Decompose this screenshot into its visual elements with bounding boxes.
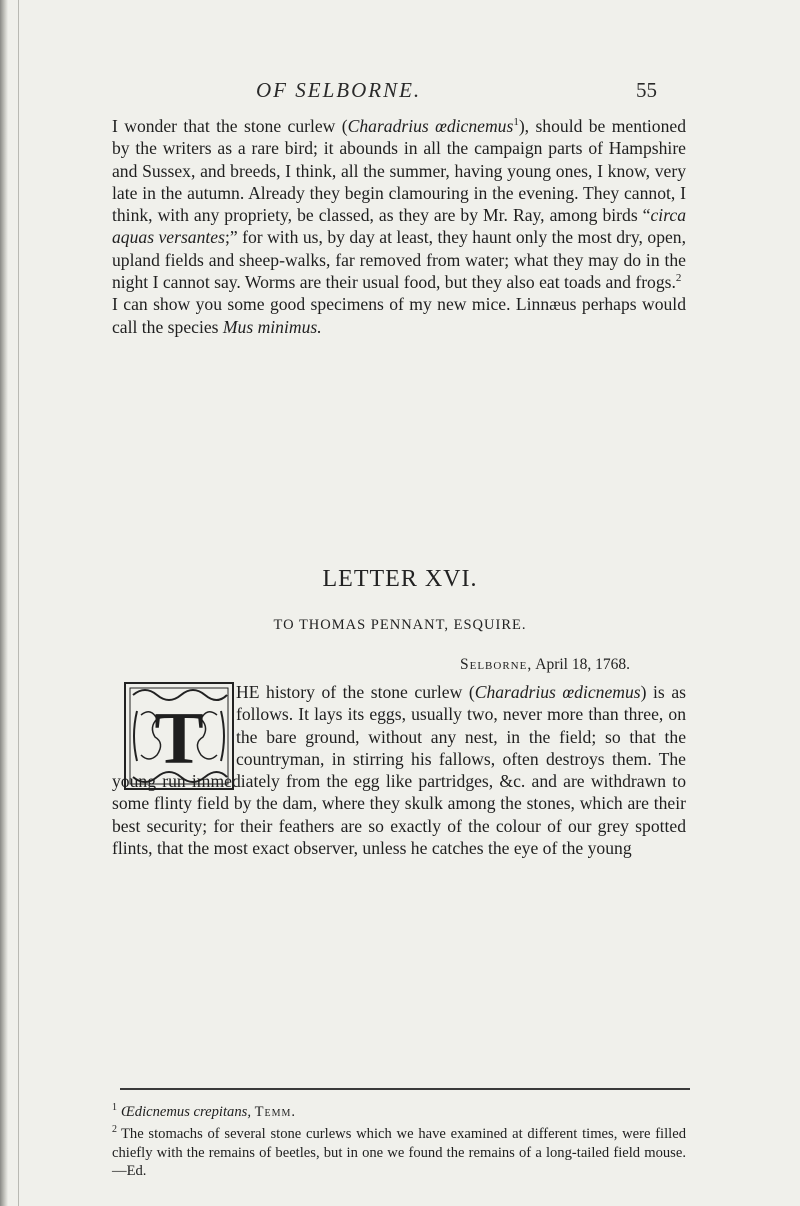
letter-addressee: TO THOMAS PENNANT, ESQUIRE. [273,617,527,633]
binding-line [18,0,19,1206]
letter-dateline: Selborne, April 18, 1768. [460,656,630,673]
footnotes [112,1099,686,1181]
body-text-letter [112,681,686,859]
paragraph-curlew-history: HE history of the stone curlew (Charadrius œdicnemus) is as follows. It lays its eggs, usually two, never more than three, on the bare ground, without any nest, in the field; so that the countryman, in stirring his fallows, often destroys them. The young run immediately from the egg like partridges, &c. and are withdrawn to some flinty field by the dam, where they skulk among the stones, which are their best security; for their feathers are so exactly of the colour of our grey spotted flints, that the most exact observer, unless he catches the eye of the young [112,682,687,859]
paragraph-mice: I can show you some good specimens of my new mice. Linnæus perhaps would call the species Mus minimus. [112,294,686,337]
footnote-1: $^1$ Œdicnemus crepitans, Temm. [112,1102,297,1120]
running-head [0,78,800,108]
paragraph-curlew-intro: I wonder that the stone curlew (Charadrius œdicnemus$^1$), should be mentioned by the writers as a rare bird; it abounds in all the campaign parts of Hampshire and Sussex, and breeds, I think, all the summer, having young ones, I know, very late in the autumn. Already they begin clamouring in the evening. They cannot, I think, with any propriety, be classed, as they are by Mr. Ray, among birds “circa aquas versantes;” for with us, by day at least, they haunt only the most dry, open, upland fields and sheep-walks, far removed from water; what they may do in the night I cannot say. Worms are their usual food, but they also eat toads and frogs.$^2$ [112,116,687,293]
binding-edge [0,0,8,1206]
initial-letter: T [154,698,204,780]
body-text-top [112,115,686,338]
letter-heading: LETTER XVI. [322,566,478,592]
footnote-ref-2: 2 [675,272,682,285]
running-title: OF SELBORNE. [256,78,422,102]
initial-float-spacer [112,681,236,769]
footnote-rule [120,1088,690,1090]
page-number: 55 [636,78,657,102]
footnote-2: $^2$ The stomachs of several stone curlews which we have examined at different times, were filled chiefly with the remains of beetles, but in one we found the remains of a long-tailed field mouse.—Ed. [112,1124,686,1180]
footnote-ref-1: 1 [513,116,519,129]
